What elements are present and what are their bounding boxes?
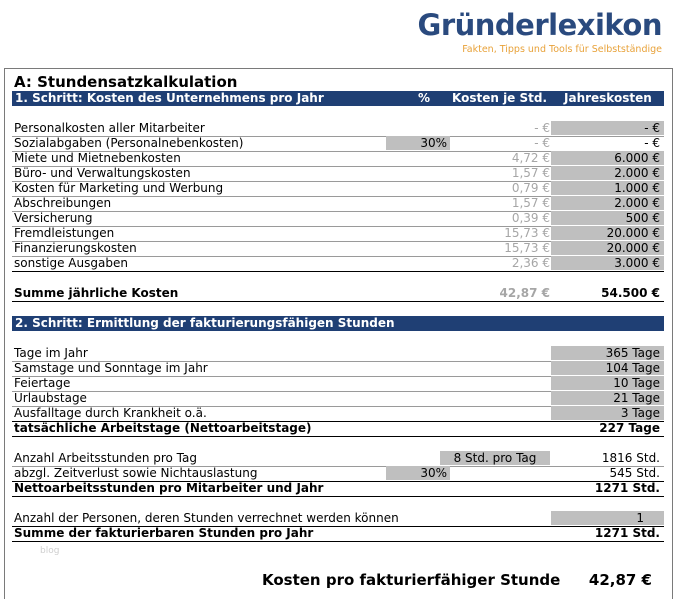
row-label: Miete und Mietnebenkosten: [14, 151, 181, 165]
loss-percent-cell[interactable]: 30%: [386, 466, 450, 480]
annual-cost-cell[interactable]: 6.000 €: [551, 151, 664, 165]
row-label: Feiertage: [14, 376, 71, 390]
row-label: Versicherung: [14, 211, 93, 225]
table-row: [12, 121, 664, 137]
logo-title: Gründerlexikon: [417, 8, 662, 42]
days-cell[interactable]: 365 Tage: [551, 346, 664, 360]
billable-hours-sum-row: [12, 526, 664, 542]
row-label: Sozialabgaben (Personalnebenkosten): [14, 136, 244, 150]
days-cell[interactable]: 10 Tage: [551, 376, 664, 390]
result-label: Kosten pro fakturierfähiger Stunde: [262, 571, 561, 589]
net-days-row: [12, 421, 664, 437]
loss-label: abzgl. Zeitverlust sowie Nichtauslastung: [14, 466, 258, 480]
billable-sum-value: 1271 Std.: [594, 526, 660, 540]
hours-value: 1816 Std.: [601, 451, 660, 465]
net-hours-label: Nettoarbeitsstunden pro Mitarbeiter und Jahr: [14, 481, 324, 495]
row-label: sonstige Ausgaben: [14, 256, 128, 270]
row-label: Ausfalltage durch Krankheit o.ä.: [14, 406, 207, 420]
hours-per-day-row: [12, 451, 664, 467]
table-row: [12, 181, 664, 197]
annual-cost-cell[interactable]: 20.000 €: [551, 226, 664, 240]
sum-annual-cost: 54.500 €: [601, 286, 660, 300]
net-hours-row: [12, 481, 664, 497]
section1-header: [12, 91, 664, 106]
section2-header: [12, 316, 664, 331]
cost-per-hour: 4,72 €: [511, 151, 550, 165]
table-row: [12, 196, 664, 212]
annual-cost-cell[interactable]: - €: [551, 121, 664, 135]
days-cell[interactable]: 3 Tage: [551, 406, 664, 420]
table-row: [12, 256, 664, 272]
cost-per-hour: 1,57 €: [511, 196, 550, 210]
table-row: [12, 151, 664, 167]
brand-logo: [417, 6, 670, 58]
cost-per-hour: 0,39 €: [511, 211, 550, 225]
net-days-label: tatsächliche Arbeitstage (Nettoarbeitstage): [14, 421, 312, 435]
days-cell[interactable]: 21 Tage: [551, 391, 664, 405]
sheet-title: A: Stundensatzkalkulation: [14, 73, 238, 91]
sum-label: Summe jährliche Kosten: [14, 286, 179, 300]
row-label: Kosten für Marketing und Werbung: [14, 181, 224, 195]
table-row: [12, 136, 664, 152]
table-row: [12, 391, 664, 407]
hours-per-day-cell[interactable]: 8 Std. pro Tag: [440, 451, 550, 465]
table-row: [12, 166, 664, 182]
result-value: 42,87 €: [588, 571, 652, 589]
row-label: Personalkosten aller Mitarbeiter: [14, 121, 205, 135]
row-label: Tage im Jahr: [14, 346, 88, 360]
annual-cost-cell[interactable]: 3.000 €: [551, 256, 664, 270]
table-row: [12, 241, 664, 257]
time-loss-row: [12, 466, 664, 482]
table-row: [12, 211, 664, 227]
cost-per-hour: 1,57 €: [511, 166, 550, 180]
row-label: Abschreibungen: [14, 196, 112, 210]
net-hours-value: 1271 Std.: [594, 481, 660, 495]
net-days-value: 227 Tage: [599, 421, 660, 435]
col-cost-per-hour: Kosten je Std.: [452, 91, 548, 105]
row-label: Fremdleistungen: [14, 226, 115, 240]
sum-cost-per-hour: 42,87 €: [499, 286, 550, 300]
annual-cost-cell[interactable]: 2.000 €: [551, 196, 664, 210]
billable-sum-label: Summe der fakturierbaren Stunden pro Jahr: [14, 526, 314, 540]
cost-per-hour: - €: [534, 121, 550, 135]
persons-label: Anzahl der Personen, deren Stunden verrechnet werden können: [14, 511, 399, 525]
cost-per-hour: 0,79 €: [511, 181, 550, 195]
annual-cost-cell[interactable]: 500 €: [551, 211, 664, 225]
cost-per-hour: 15,73 €: [504, 241, 550, 255]
table-row: [12, 226, 664, 242]
days-cell[interactable]: 104 Tage: [551, 361, 664, 375]
row-label: Finanzierungskosten: [14, 241, 137, 255]
cost-per-hour: 15,73 €: [504, 226, 550, 240]
annual-cost-sum-row: [12, 286, 664, 302]
hours-label: Anzahl Arbeitsstunden pro Tag: [14, 451, 197, 465]
loss-value: 545 Std.: [609, 466, 660, 480]
watermark-text: blog: [40, 546, 60, 556]
section2-title: 2. Schritt: Ermittlung der fakturierungsfähigen Stunden: [15, 316, 395, 330]
table-row: [12, 361, 664, 377]
cost-per-hour: - €: [534, 136, 550, 150]
row-label: Büro- und Verwaltungskosten: [14, 166, 191, 180]
table-row: [12, 406, 664, 422]
persons-row: [12, 511, 664, 527]
logo-subtitle: Fakten, Tipps und Tools für Selbstständige: [462, 44, 662, 55]
annual-cost-cell[interactable]: 20.000 €: [551, 241, 664, 255]
row-label: Urlaubstage: [14, 391, 87, 405]
table-row: [12, 376, 664, 392]
annual-cost-cell[interactable]: 2.000 €: [551, 166, 664, 180]
persons-cell[interactable]: 1: [551, 511, 664, 525]
percent-cell[interactable]: 30%: [386, 136, 450, 150]
table-row: [12, 346, 664, 362]
section1-title: 1. Schritt: Kosten des Unternehmens pro Jahr: [15, 91, 324, 105]
col-annual-cost: Jahreskosten: [564, 91, 652, 105]
col-percent: %: [418, 91, 431, 105]
cost-per-hour: 2,36 €: [511, 256, 550, 270]
row-label: Samstage und Sonntage im Jahr: [14, 361, 208, 375]
annual-cost-cell: - €: [644, 136, 660, 150]
annual-cost-cell[interactable]: 1.000 €: [551, 181, 664, 195]
